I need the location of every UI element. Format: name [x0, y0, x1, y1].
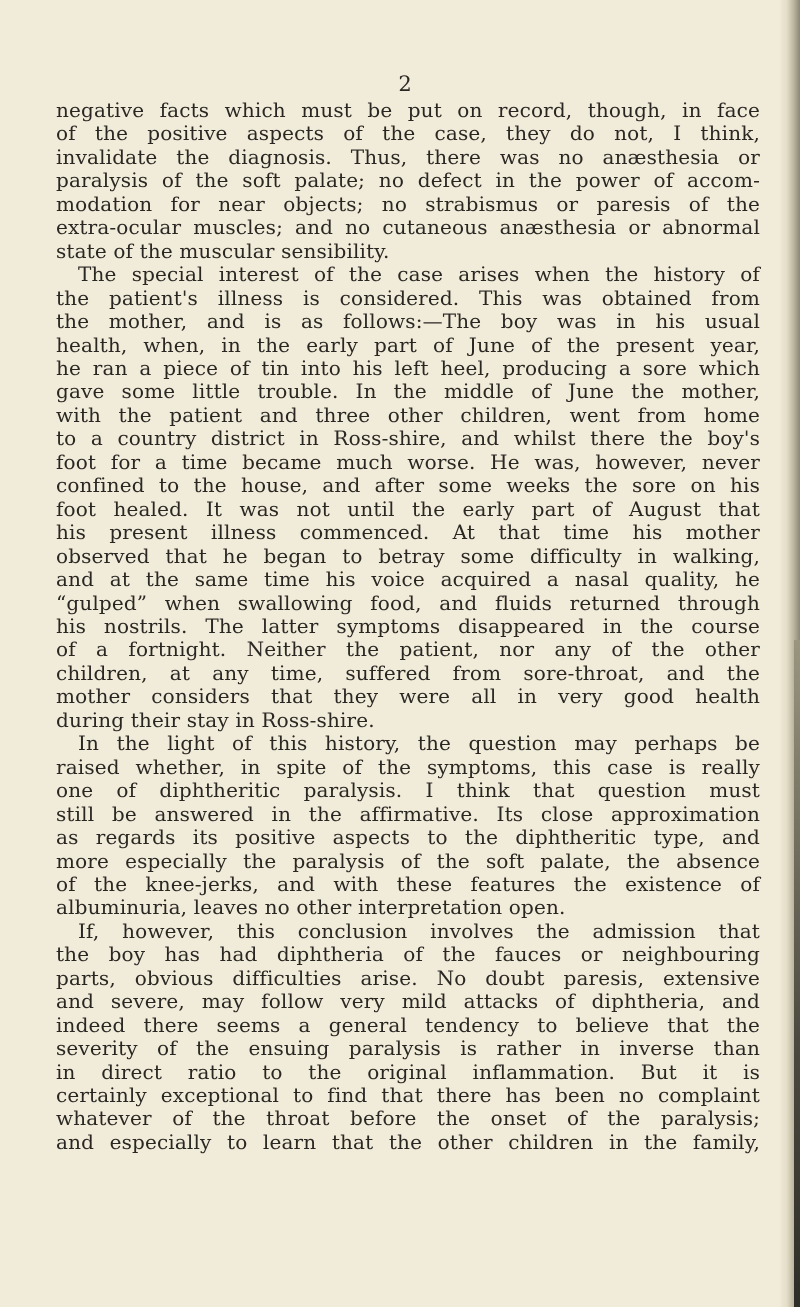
text-line: one of diphtheritic paralysis. I think that question must — [56, 778, 760, 803]
text-line: during their stay in Ross-shire. — [56, 707, 375, 732]
text-line: with the patient and three other children, went from home — [56, 402, 760, 427]
text-line: to a country district in Ross-shire, and whilst there the boy's — [56, 426, 760, 451]
text-line: albuminuria, leaves no other interpretation open. — [56, 895, 566, 920]
text-line: foot healed. It was not until the early part of August that — [56, 496, 760, 521]
text-line: parts, obvious difficulties arise. No doubt paresis, extensive — [56, 965, 760, 990]
text-line: confined to the house, and after some weeks the sore on his — [56, 473, 760, 498]
text-line: and at the same time his voice acquired a nasal quality, he — [56, 567, 760, 592]
text-line: still be answered in the affirmative. Its close approximation — [56, 801, 760, 826]
text-line: If, however, this conclusion involves the admission that — [78, 918, 760, 943]
text-line: gave some little trouble. In the middle of June the mother, — [56, 379, 760, 404]
text-line: raised whether, in spite of the symptoms, this case is really — [56, 754, 760, 779]
page-number: 2 — [398, 72, 412, 96]
text-line: children, at any time, suffered from sore-throat, and the — [56, 660, 760, 685]
text-line: and especially to learn that the other children in the family, — [56, 1129, 760, 1154]
paragraph — [56, 263, 760, 732]
text-line: of the positive aspects of the case, they do not, I think, — [56, 121, 760, 146]
text-line: he ran a piece of tin into his left heel, producing a sore which — [56, 355, 760, 380]
text-line: as regards its positive aspects to the diphtheritic type, and — [56, 825, 760, 850]
text-line: and severe, may follow very mild attacks of diphtheria, and — [56, 989, 760, 1014]
text-line: his present illness commenced. At that time his mother — [56, 520, 760, 545]
text-line: invalidate the diagnosis. Thus, there was no anæsthesia or — [56, 144, 760, 169]
body-text — [56, 99, 760, 1154]
text-line: of a fortnight. Neither the patient, nor any of the other — [56, 637, 760, 662]
binding-shadow — [794, 640, 800, 1307]
text-line: certainly exceptional to find that there has been no complaint — [56, 1083, 760, 1108]
paragraph — [56, 732, 760, 920]
paragraph — [56, 99, 760, 263]
text-line: more especially the paralysis of the soft palate, the absence — [56, 848, 760, 873]
text-line: the patient's illness is considered. This was obtained from — [56, 285, 760, 310]
text-line: extra-ocular muscles; and no cutaneous anæsthesia or abnormal — [56, 215, 760, 240]
text-line: whatever of the throat before the onset of the paralysis; — [56, 1106, 760, 1131]
text-line: paralysis of the soft palate; no defect in the power of accom- — [56, 168, 760, 193]
text-line: “gulped” when swallowing food, and fluids returned through — [56, 590, 760, 615]
text-line: indeed there seems a general tendency to believe that the — [56, 1012, 760, 1037]
text-line: in direct ratio to the original inflammation. But it is — [56, 1059, 760, 1084]
text-line: state of the muscular sensibility. — [56, 238, 390, 263]
text-line: the boy has had diphtheria of the fauces or neighbouring — [56, 942, 760, 967]
text-line: observed that he began to betray some difficulty in walking, — [56, 543, 760, 568]
text-line: modation for near objects; no strabismus or paresis of the — [56, 191, 760, 216]
text-line: mother considers that they were all in very good health — [56, 684, 760, 709]
text-line: of the knee-jerks, and with these features the existence of — [56, 871, 760, 896]
text-line: the mother, and is as follows:—The boy was in his usual — [56, 309, 760, 334]
text-line: severity of the ensuing paralysis is rather in inverse than — [56, 1036, 760, 1061]
text-line: foot for a time became much worse. He was, however, never — [56, 449, 760, 474]
paragraph — [56, 920, 760, 1155]
text-line: In the light of this history, the question may perhaps be — [78, 731, 760, 756]
text-line: his nostrils. The latter symptoms disappeared in the course — [56, 613, 760, 638]
text-line: negative facts which must be put on record, though, in face — [56, 98, 760, 122]
text-line: The special interest of the case arises when the history of — [78, 262, 760, 287]
text-line: health, when, in the early part of June of the present year, — [56, 332, 760, 357]
